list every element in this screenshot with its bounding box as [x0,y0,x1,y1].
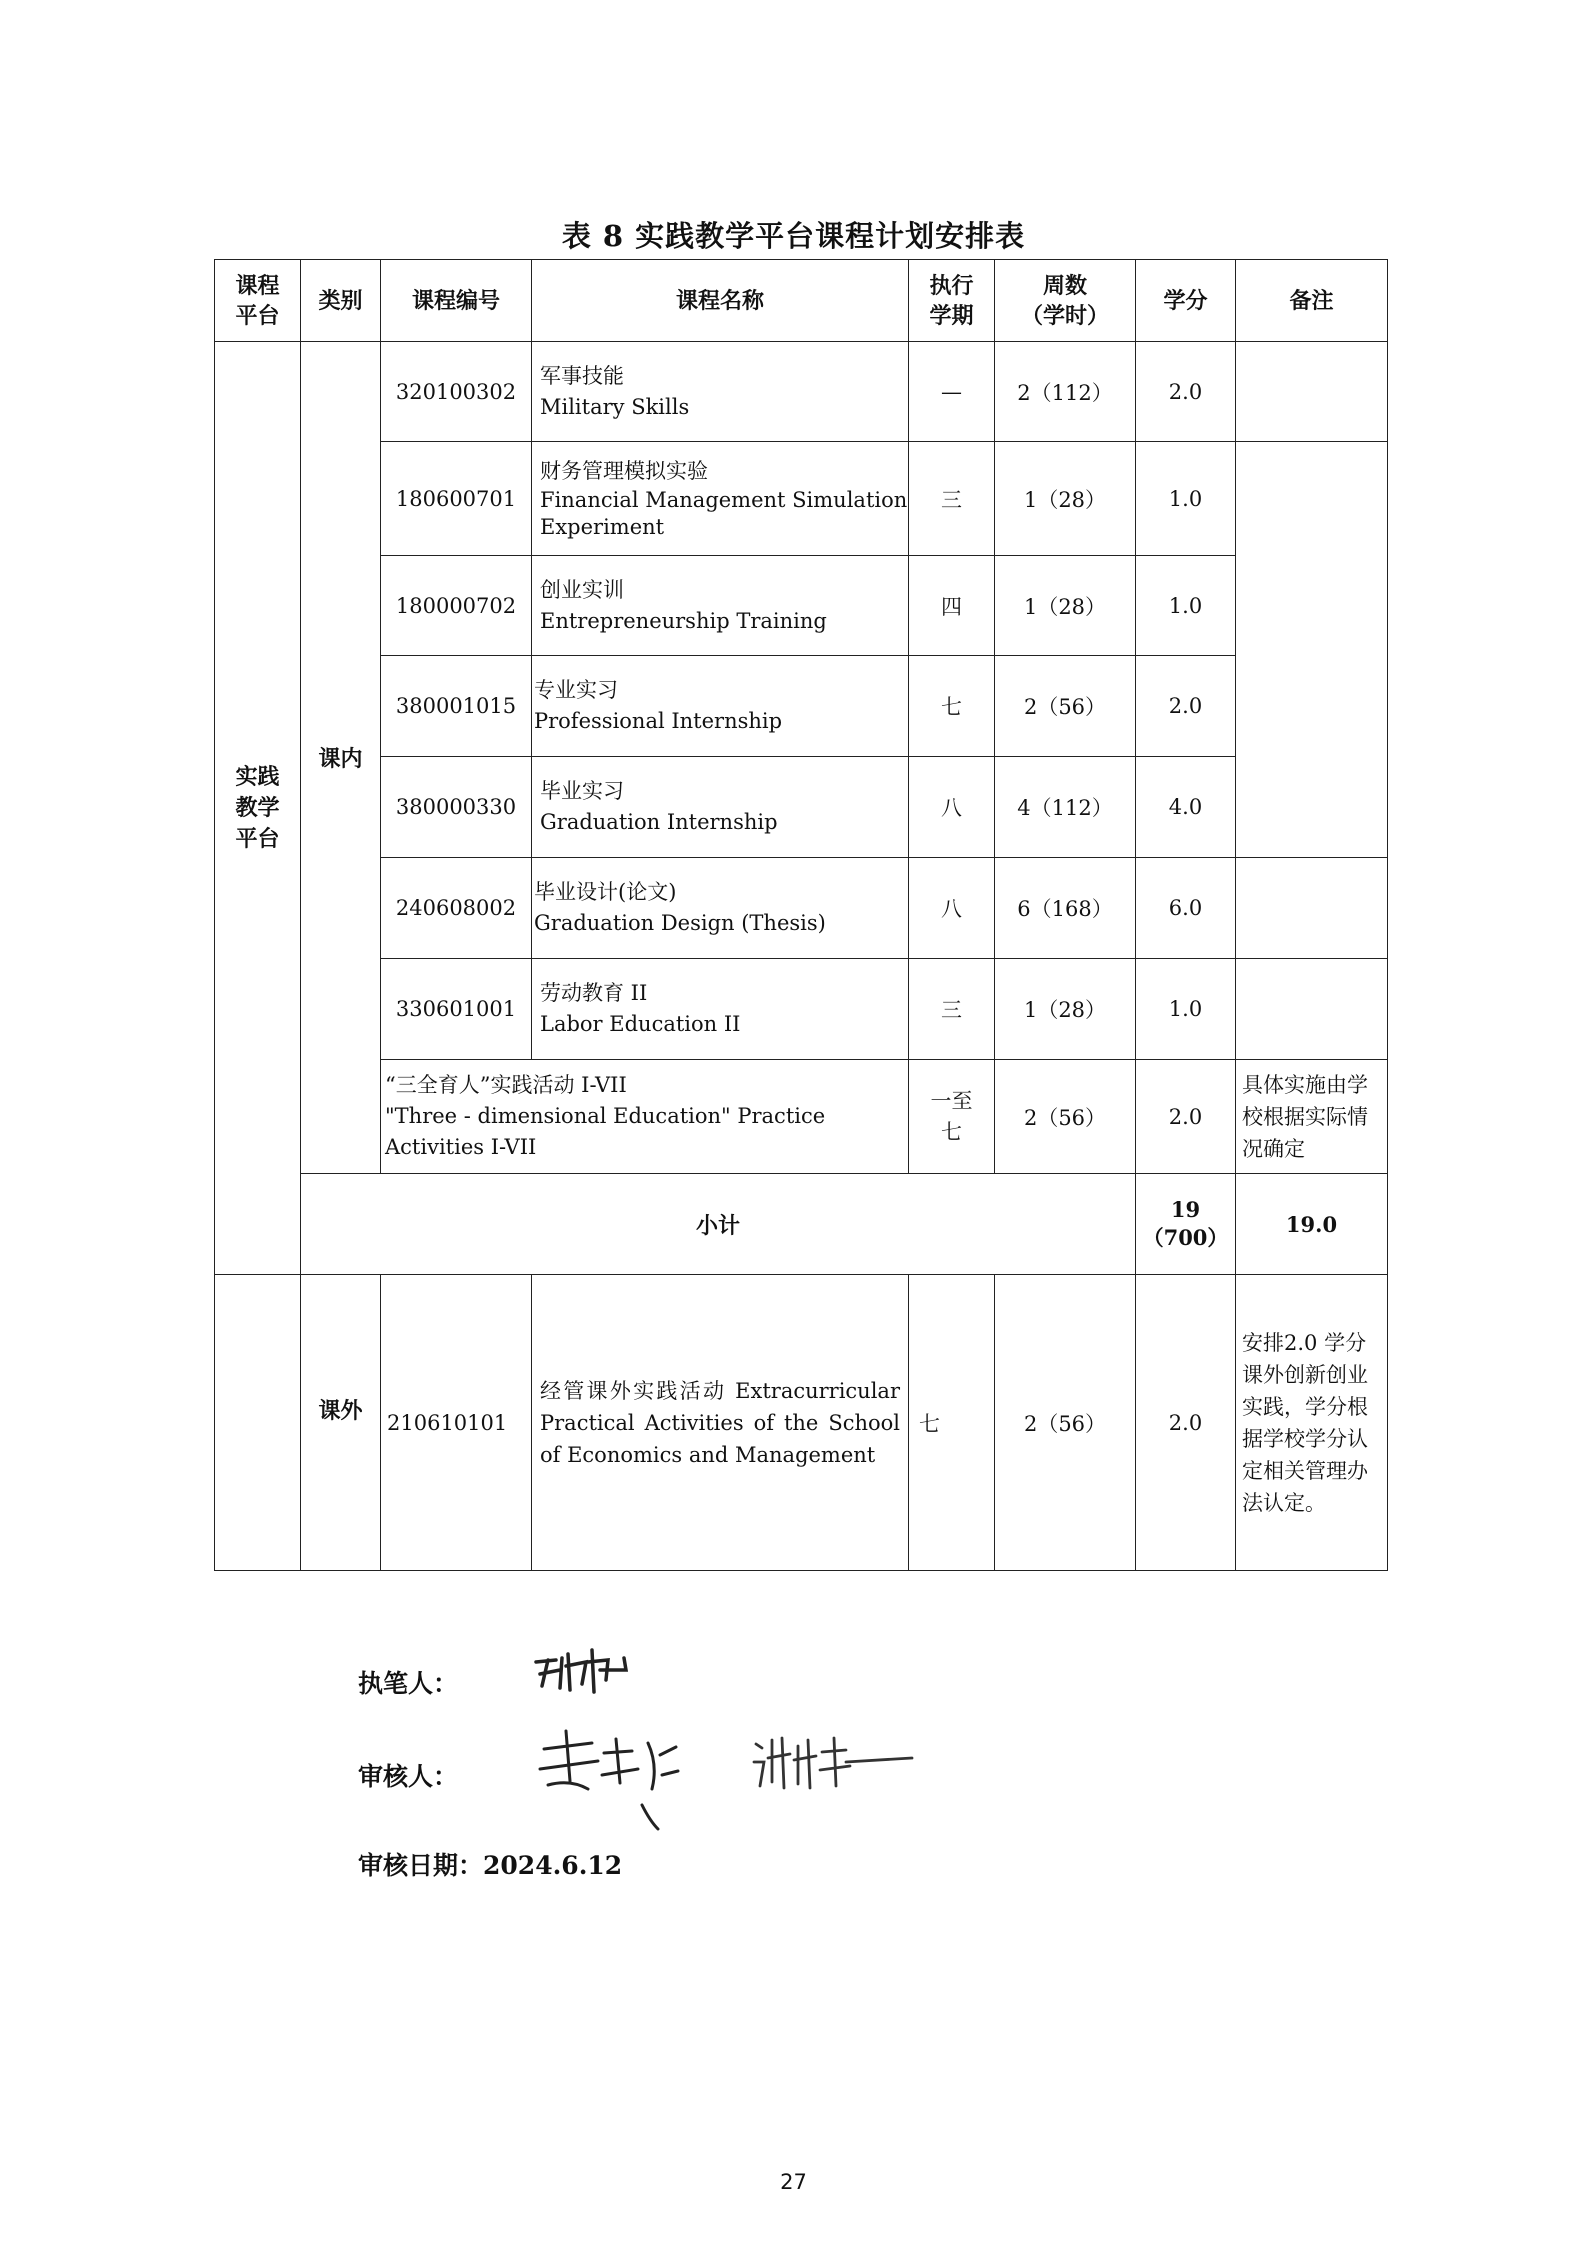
course-weeks: 2（56） [995,1275,1136,1571]
course-remark: 安排2.0 学分课外创新创业实践，学分根据学校学分认定相关管理办法认定。 [1236,1275,1388,1571]
table-row [215,656,1388,757]
course-remark [1236,342,1388,442]
practice-platform-table [214,259,1388,1571]
course-code: 180600701 [381,442,532,556]
writer-signature-icon [530,1640,670,1700]
course-credit: 6.0 [1136,858,1236,959]
reviewer-signature-1-icon [530,1725,710,1835]
course-term: 四 [909,556,995,656]
table-row [215,959,1388,1060]
course-code: 380001015 [381,656,532,757]
course-weeks: 1（28） [995,442,1136,556]
header-term: 执行 学期 [909,260,995,342]
course-term: 七 [909,656,995,757]
course-remark [1236,959,1388,1060]
course-name: 财务管理模拟实验 Financial Management Simulation Experiment [532,442,909,556]
course-remark [1236,858,1388,959]
course-weeks: 2（112） [995,342,1136,442]
header-code: 课程编号 [381,260,532,342]
course-weeks: 2（56） [995,656,1136,757]
reviewer-signature-2-icon [750,1730,920,1800]
table-row [215,757,1388,858]
course-credit: 4.0 [1136,757,1236,858]
header-row [215,260,1388,342]
header-weeks: 周数 （学时） [995,260,1136,342]
course-remark [1236,442,1388,858]
table-row [215,1275,1388,1571]
header-platform: 课程 平台 [215,260,301,342]
reviewer-label: 审核人： [358,1762,459,1791]
platform-cell: 实践 教学 平台 [215,342,301,1275]
course-credit: 2.0 [1136,1275,1236,1571]
table-row [215,1060,1388,1174]
course-name: 经管课外实践活动 Extracurricular Practical Activities of the School of Economics and Management [532,1275,909,1571]
course-name: 毕业设计(论文) Graduation Design (Thesis) [532,858,909,959]
table-row [215,556,1388,656]
header-remark: 备注 [1236,260,1388,342]
course-name: 劳动教育 II Labor Education II [532,959,909,1060]
course-weeks: 6（168） [995,858,1136,959]
course-credit: 2.0 [1136,656,1236,757]
subtotal-row [215,1174,1388,1275]
course-credit: 2.0 [1136,1060,1236,1174]
platform-cell-empty [215,1275,301,1571]
course-term: 一至 七 [909,1060,995,1174]
course-code: 180000702 [381,556,532,656]
course-name: 创业实训 Entrepreneurship Training [532,556,909,656]
table-row [215,858,1388,959]
course-term: 八 [909,757,995,858]
course-term: — [909,342,995,442]
header-category: 类别 [301,260,381,342]
table-row [215,442,1388,556]
course-term: 七 [909,1275,995,1571]
course-name: 军事技能 Military Skills [532,342,909,442]
course-weeks: 4（112） [995,757,1136,858]
table-title: 表 8 实践教学平台课程计划安排表 [561,219,1026,253]
subtotal-weeks: 19（700） [1136,1174,1236,1275]
course-code: 210610101 [381,1275,532,1571]
header-name: 课程名称 [532,260,909,342]
course-weeks: 2（56） [995,1060,1136,1174]
course-code: 320100302 [381,342,532,442]
course-name: “三全育人”实践活动 I-VII "Three - dimensional Education" Practice Activities I-VII [381,1060,909,1174]
course-weeks: 1（28） [995,556,1136,656]
course-code: 380000330 [381,757,532,858]
course-credit: 1.0 [1136,442,1236,556]
writer-label: 执笔人： [358,1669,459,1698]
subtotal-label: 小计 [301,1174,1136,1275]
table-row [215,342,1388,442]
category-outer: 课外 [301,1275,381,1571]
page-number: 27 [780,2170,807,2194]
course-name: 专业实习 Professional Internship [532,656,909,757]
course-credit: 1.0 [1136,556,1236,656]
course-remark: 具体实施由学校根据实际情况确定 [1236,1060,1388,1174]
course-name: 毕业实习 Graduation Internship [532,757,909,858]
course-code: 330601001 [381,959,532,1060]
course-term: 三 [909,442,995,556]
course-credit: 1.0 [1136,959,1236,1060]
course-code: 240608002 [381,858,532,959]
course-credit: 2.0 [1136,342,1236,442]
course-weeks: 1（28） [995,959,1136,1060]
course-term: 八 [909,858,995,959]
course-term: 三 [909,959,995,1060]
header-credit: 学分 [1136,260,1236,342]
review-date: 审核日期：2024.6.12 [358,1851,623,1880]
category-inner: 课内 [301,342,381,1174]
subtotal-credit: 19.0 [1236,1174,1388,1275]
